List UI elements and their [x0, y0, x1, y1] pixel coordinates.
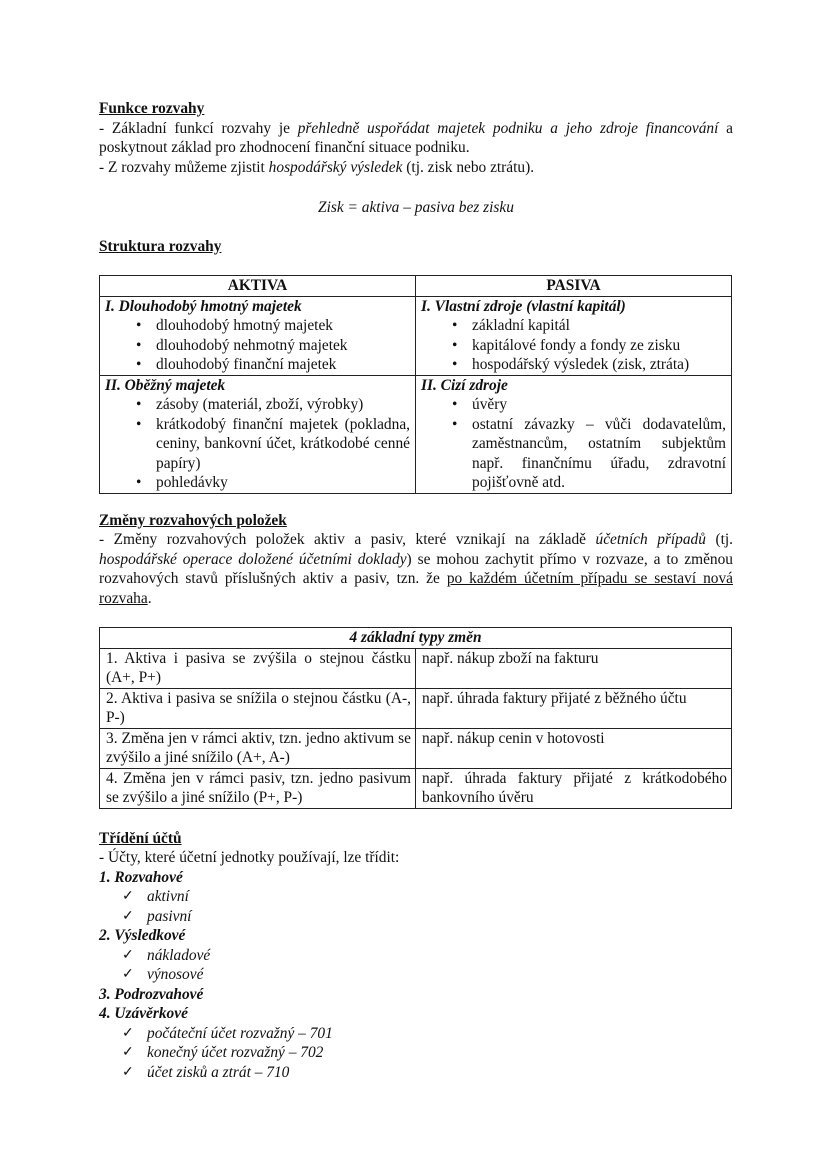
list-item: • pohledávky [136, 473, 410, 493]
check-icon: ✓ [122, 947, 134, 963]
table-row [100, 688, 732, 728]
check-icon: ✓ [122, 889, 134, 904]
profit-formula: Zisk = aktiva – pasiva bez zisku [318, 199, 514, 216]
list-item: • krátkodobý finanční majetek (pokladna, ceniny, bankovní účet, krátkodobé cenné papíry) [136, 415, 410, 474]
aktiva-cell [100, 296, 416, 375]
pasiva-category-title: I. Vlastní zdroje (vlastní kapitál) [421, 297, 626, 315]
table-row [100, 375, 732, 493]
check-icon: ✓ [122, 908, 134, 924]
list-item: ✓ výnosové [122, 966, 204, 983]
change-types-table [99, 627, 732, 809]
change-type-cell: 1. Aktiva i pasiva se zvýšila o stejnou částku (A+, P+) [100, 648, 416, 688]
list-item: • ostatní závazky – vůči dodavatelům, zaměstnancům, ostatním subjektům např. finančnímu úřadu, zdravotní pojišťovně atd. [452, 415, 726, 493]
balance-structure-table [99, 275, 732, 494]
table-row [100, 768, 732, 808]
table-row [100, 296, 732, 375]
change-type-cell: 4. Změna jen v rámci pasiv, tzn. jedno pasivum se zvýšilo a jiné snížilo (P+, P-) [100, 768, 416, 808]
table-row [100, 728, 732, 768]
funkce-paragraph-2: - Z rozvahy můžeme zjistit hospodářský výsledek (tj. zisk nebo ztrátu). [99, 158, 535, 176]
list-item: ✓ konečný účet rozvažný – 702 [122, 1044, 324, 1061]
pasiva-header: PASIVA [416, 276, 732, 297]
section-heading-zmeny: Změny rozvahových položek [99, 511, 287, 529]
list-item: • dlouhodobý nehmotný majetek [136, 336, 410, 356]
change-type-cell: 2. Aktiva i pasiva se snížila o stejnou částku (A-, P-) [100, 688, 416, 728]
change-type-cell: 3. Změna jen v rámci aktiv, tzn. jedno aktivum se zvýšilo a jiné snížilo (A+, A-) [100, 728, 416, 768]
change-example-cell: např. úhrada faktury přijaté z běžného účtu [416, 688, 732, 728]
account-group [99, 868, 733, 927]
list-item: • hospodářský výsledek (zisk, ztráta) [452, 355, 726, 375]
trideni-intro: - Účty, které účetní jednotky používají, lze třídit: [99, 849, 400, 866]
check-icon: ✓ [122, 1045, 134, 1060]
document-page [99, 99, 733, 1082]
pasiva-cell [416, 296, 732, 375]
account-group-title: 3. Podrozvahové [99, 985, 204, 1003]
list-item: ✓ počáteční účet rozvažný – 701 [122, 1024, 333, 1042]
pasiva-category-title: II. Cizí zdroje [421, 376, 508, 394]
check-icon: ✓ [122, 967, 134, 982]
section-heading-struktura: Struktura rozvahy [99, 237, 222, 255]
check-icon: ✓ [122, 1064, 134, 1080]
section-heading-funkce: Funkce rozvahy [99, 100, 205, 117]
check-icon: ✓ [122, 1025, 134, 1041]
aktiva-category-title: II. Oběžný majetek [105, 376, 226, 394]
list-item: • dlouhodobý finanční majetek [136, 355, 410, 375]
zmeny-paragraph: - Změny rozvahových položek aktiv a pasiv, které vznikají na základě účetních případů (tj. hospodářské operace doložené účetními doklady) se mohou zachytit přímo v rozvaze, a to změnou rozvahových stavů příslušných aktiv a pasiv, tzn. že po každém účetním případu se sestaví nová rozvaha. [99, 531, 733, 607]
table-row [100, 648, 732, 688]
pasiva-cell [416, 375, 732, 493]
account-group-title: 2. Výsledkové [99, 927, 186, 944]
account-group [99, 926, 733, 985]
list-item: • úvěry [452, 395, 726, 415]
funkce-paragraph-1: - Základní funkcí rozvahy je přehledně uspořádat majetek podniku a jeho zdroje financování a poskytnout základ pro zhodnocení finanční situace podniku. [99, 119, 733, 156]
list-item: ✓ účet zisků a ztrát – 710 [122, 1063, 290, 1081]
list-item: • dlouhodobý hmotný majetek [136, 316, 410, 336]
section-heading-trideni: Třídění účtů [99, 829, 182, 847]
list-item: • základní kapitál [452, 316, 726, 336]
list-item: ✓ aktivní [122, 888, 189, 905]
change-example-cell: např. nákup zboží na fakturu [416, 648, 732, 688]
list-item: • zásoby (materiál, zboží, výrobky) [136, 395, 410, 415]
account-group [99, 1004, 733, 1082]
account-group [99, 985, 733, 1005]
account-group-title: 1. Rozvahové [99, 868, 183, 886]
aktiva-header: AKTIVA [100, 276, 416, 297]
aktiva-cell [100, 375, 416, 493]
change-types-header: 4 základní typy změn [100, 628, 732, 649]
aktiva-category-title: I. Dlouhodobý hmotný majetek [105, 297, 302, 315]
list-item: ✓ pasivní [122, 907, 192, 925]
change-example-cell: např. úhrada faktury přijaté z krátkodobého bankovního úvěru [416, 768, 732, 808]
list-item: ✓ nákladové [122, 946, 211, 964]
change-example-cell: např. nákup cenin v hotovosti [416, 728, 732, 768]
list-item: • kapitálové fondy a fondy ze zisku [452, 336, 726, 356]
account-group-title: 4. Uzávěrkové [99, 1005, 188, 1022]
